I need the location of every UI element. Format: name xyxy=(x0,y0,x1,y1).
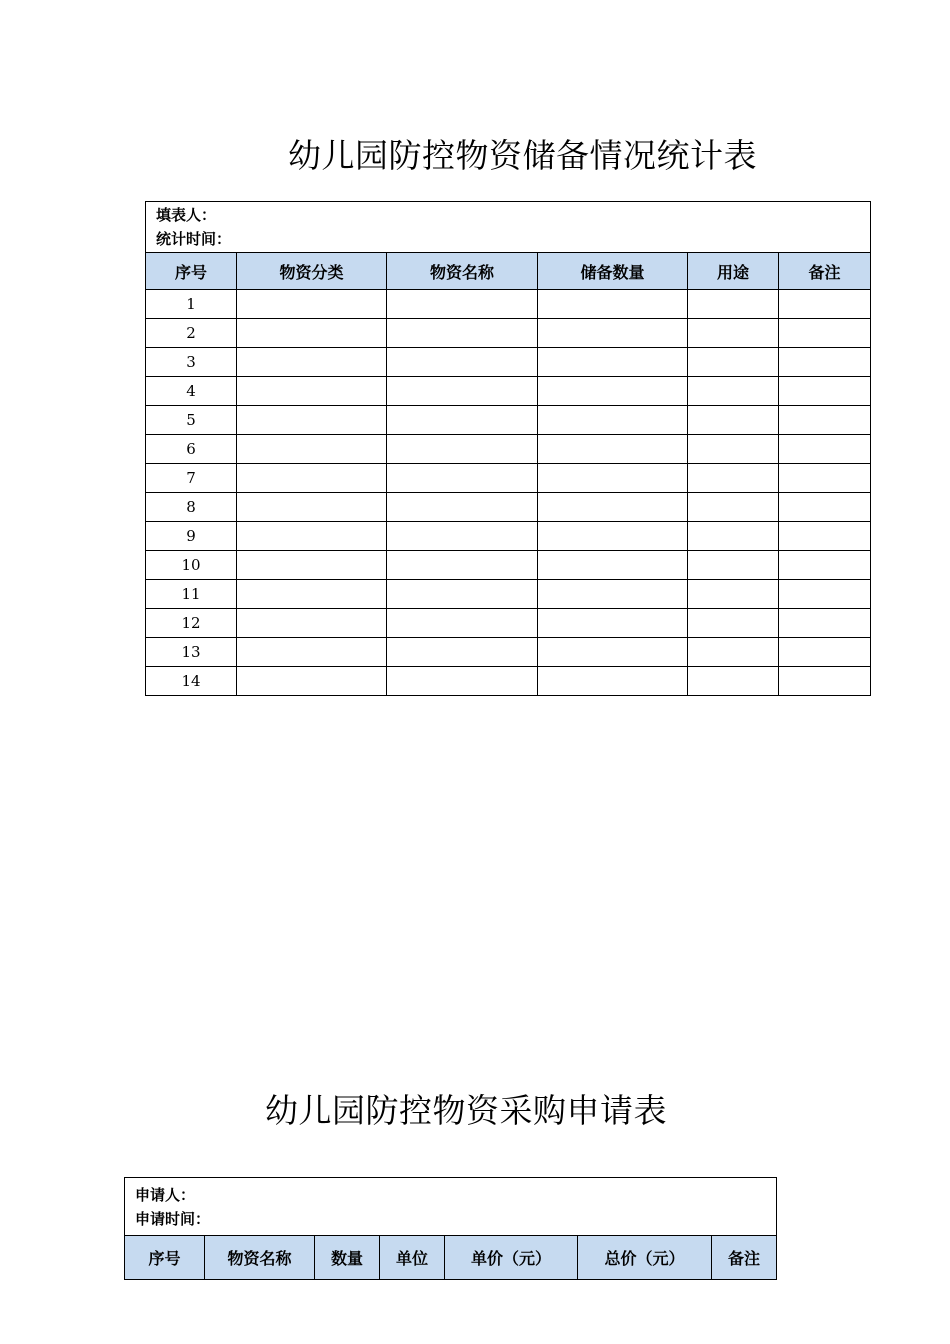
table-cell[interactable] xyxy=(237,435,387,464)
table-cell[interactable] xyxy=(237,319,387,348)
table-row xyxy=(146,493,871,522)
table-cell[interactable] xyxy=(387,522,538,551)
table-cell[interactable] xyxy=(779,551,871,580)
table-row xyxy=(146,551,871,580)
table-cell[interactable] xyxy=(779,435,871,464)
statistics-time-label: 统计时间： xyxy=(156,230,232,248)
table-cell[interactable] xyxy=(779,377,871,406)
table-cell[interactable] xyxy=(237,493,387,522)
header-unit: 单位 xyxy=(380,1236,445,1280)
table-cell[interactable] xyxy=(237,580,387,609)
table-cell[interactable] xyxy=(538,319,688,348)
table-cell[interactable] xyxy=(779,406,871,435)
filler-label: 填表人： xyxy=(156,206,217,224)
table-row xyxy=(146,348,871,377)
table-row xyxy=(146,667,871,696)
table-cell[interactable] xyxy=(538,551,688,580)
table-cell[interactable] xyxy=(387,377,538,406)
table-cell[interactable] xyxy=(779,319,871,348)
purchase-request-table xyxy=(124,1177,777,1280)
row-index: 1 xyxy=(146,290,237,319)
table-row xyxy=(146,435,871,464)
table-cell[interactable] xyxy=(538,435,688,464)
header-remarks: 备注 xyxy=(779,253,871,290)
table-cell[interactable] xyxy=(779,580,871,609)
row-index: 9 xyxy=(146,522,237,551)
table-cell[interactable] xyxy=(387,609,538,638)
table-cell[interactable] xyxy=(538,464,688,493)
table-cell[interactable] xyxy=(237,638,387,667)
table-row xyxy=(146,377,871,406)
table-cell[interactable] xyxy=(387,638,538,667)
table-cell[interactable] xyxy=(779,638,871,667)
table-cell[interactable] xyxy=(688,290,779,319)
table-cell[interactable] xyxy=(237,290,387,319)
table-cell[interactable] xyxy=(538,493,688,522)
applicant-label: 申请人： xyxy=(135,1185,196,1204)
table-row xyxy=(146,319,871,348)
table-cell[interactable] xyxy=(387,319,538,348)
table-cell[interactable] xyxy=(387,551,538,580)
table-cell[interactable] xyxy=(688,464,779,493)
table-cell[interactable] xyxy=(538,667,688,696)
table-cell[interactable] xyxy=(538,609,688,638)
reserve-statistics-table xyxy=(145,201,871,696)
table-cell[interactable] xyxy=(237,609,387,638)
header-purpose: 用途 xyxy=(688,253,779,290)
header-index: 序号 xyxy=(125,1236,205,1280)
application-time-label: 申请时间： xyxy=(135,1209,211,1228)
table-cell[interactable] xyxy=(237,406,387,435)
table-cell[interactable] xyxy=(779,609,871,638)
table-cell[interactable] xyxy=(237,667,387,696)
row-index: 14 xyxy=(146,667,237,696)
table-info-cell xyxy=(146,202,871,253)
table-cell[interactable] xyxy=(688,667,779,696)
table-row xyxy=(146,638,871,667)
table-cell[interactable] xyxy=(538,522,688,551)
table-row xyxy=(146,609,871,638)
table-cell[interactable] xyxy=(387,464,538,493)
header-quantity: 数量 xyxy=(315,1236,380,1280)
table-cell[interactable] xyxy=(688,522,779,551)
header-name: 物资名称 xyxy=(205,1236,315,1280)
table-cell[interactable] xyxy=(688,580,779,609)
table-row xyxy=(146,522,871,551)
table-cell[interactable] xyxy=(688,406,779,435)
row-index: 7 xyxy=(146,464,237,493)
row-index: 10 xyxy=(146,551,237,580)
header-quantity: 储备数量 xyxy=(538,253,688,290)
table-cell[interactable] xyxy=(538,290,688,319)
row-index: 8 xyxy=(146,493,237,522)
table-cell[interactable] xyxy=(387,667,538,696)
row-index: 12 xyxy=(146,609,237,638)
table-row xyxy=(146,290,871,319)
table-cell[interactable] xyxy=(538,377,688,406)
header-total-price: 总价（元） xyxy=(578,1236,712,1280)
table-cell[interactable] xyxy=(387,435,538,464)
table-row xyxy=(146,464,871,493)
table-cell[interactable] xyxy=(237,377,387,406)
table-cell[interactable] xyxy=(688,348,779,377)
table-cell[interactable] xyxy=(688,435,779,464)
statistics-table-title: 幼儿园防控物资储备情况统计表 xyxy=(288,136,757,175)
table-cell[interactable] xyxy=(538,406,688,435)
table-cell[interactable] xyxy=(688,319,779,348)
table-info-cell xyxy=(125,1178,777,1236)
header-unit-price: 单价（元） xyxy=(445,1236,578,1280)
table-cell[interactable] xyxy=(237,464,387,493)
table-cell[interactable] xyxy=(237,551,387,580)
table-cell[interactable] xyxy=(688,493,779,522)
header-index: 序号 xyxy=(146,253,237,290)
table-cell[interactable] xyxy=(538,348,688,377)
table-cell[interactable] xyxy=(387,406,538,435)
table-cell[interactable] xyxy=(387,290,538,319)
table-cell[interactable] xyxy=(779,290,871,319)
table-cell[interactable] xyxy=(688,609,779,638)
table-cell[interactable] xyxy=(387,580,538,609)
row-index: 11 xyxy=(146,580,237,609)
table-cell[interactable] xyxy=(779,348,871,377)
row-index: 6 xyxy=(146,435,237,464)
row-index: 5 xyxy=(146,406,237,435)
row-index: 3 xyxy=(146,348,237,377)
table-cell[interactable] xyxy=(779,522,871,551)
row-index: 2 xyxy=(146,319,237,348)
header-name: 物资名称 xyxy=(387,253,538,290)
purchase-table-title: 幼儿园防控物资采购申请表 xyxy=(265,1091,667,1130)
row-index: 13 xyxy=(146,638,237,667)
table-cell[interactable] xyxy=(779,667,871,696)
table-cell[interactable] xyxy=(538,638,688,667)
header-category: 物资分类 xyxy=(237,253,387,290)
table-cell[interactable] xyxy=(688,377,779,406)
table-row xyxy=(146,406,871,435)
table-cell[interactable] xyxy=(688,551,779,580)
table-cell[interactable] xyxy=(387,348,538,377)
table-cell[interactable] xyxy=(688,638,779,667)
row-index: 4 xyxy=(146,377,237,406)
table-cell[interactable] xyxy=(237,348,387,377)
table-cell[interactable] xyxy=(387,493,538,522)
header-remarks: 备注 xyxy=(712,1236,777,1280)
table-cell[interactable] xyxy=(237,522,387,551)
table-cell[interactable] xyxy=(779,464,871,493)
table-cell[interactable] xyxy=(538,580,688,609)
table-row xyxy=(146,580,871,609)
table-cell[interactable] xyxy=(779,493,871,522)
